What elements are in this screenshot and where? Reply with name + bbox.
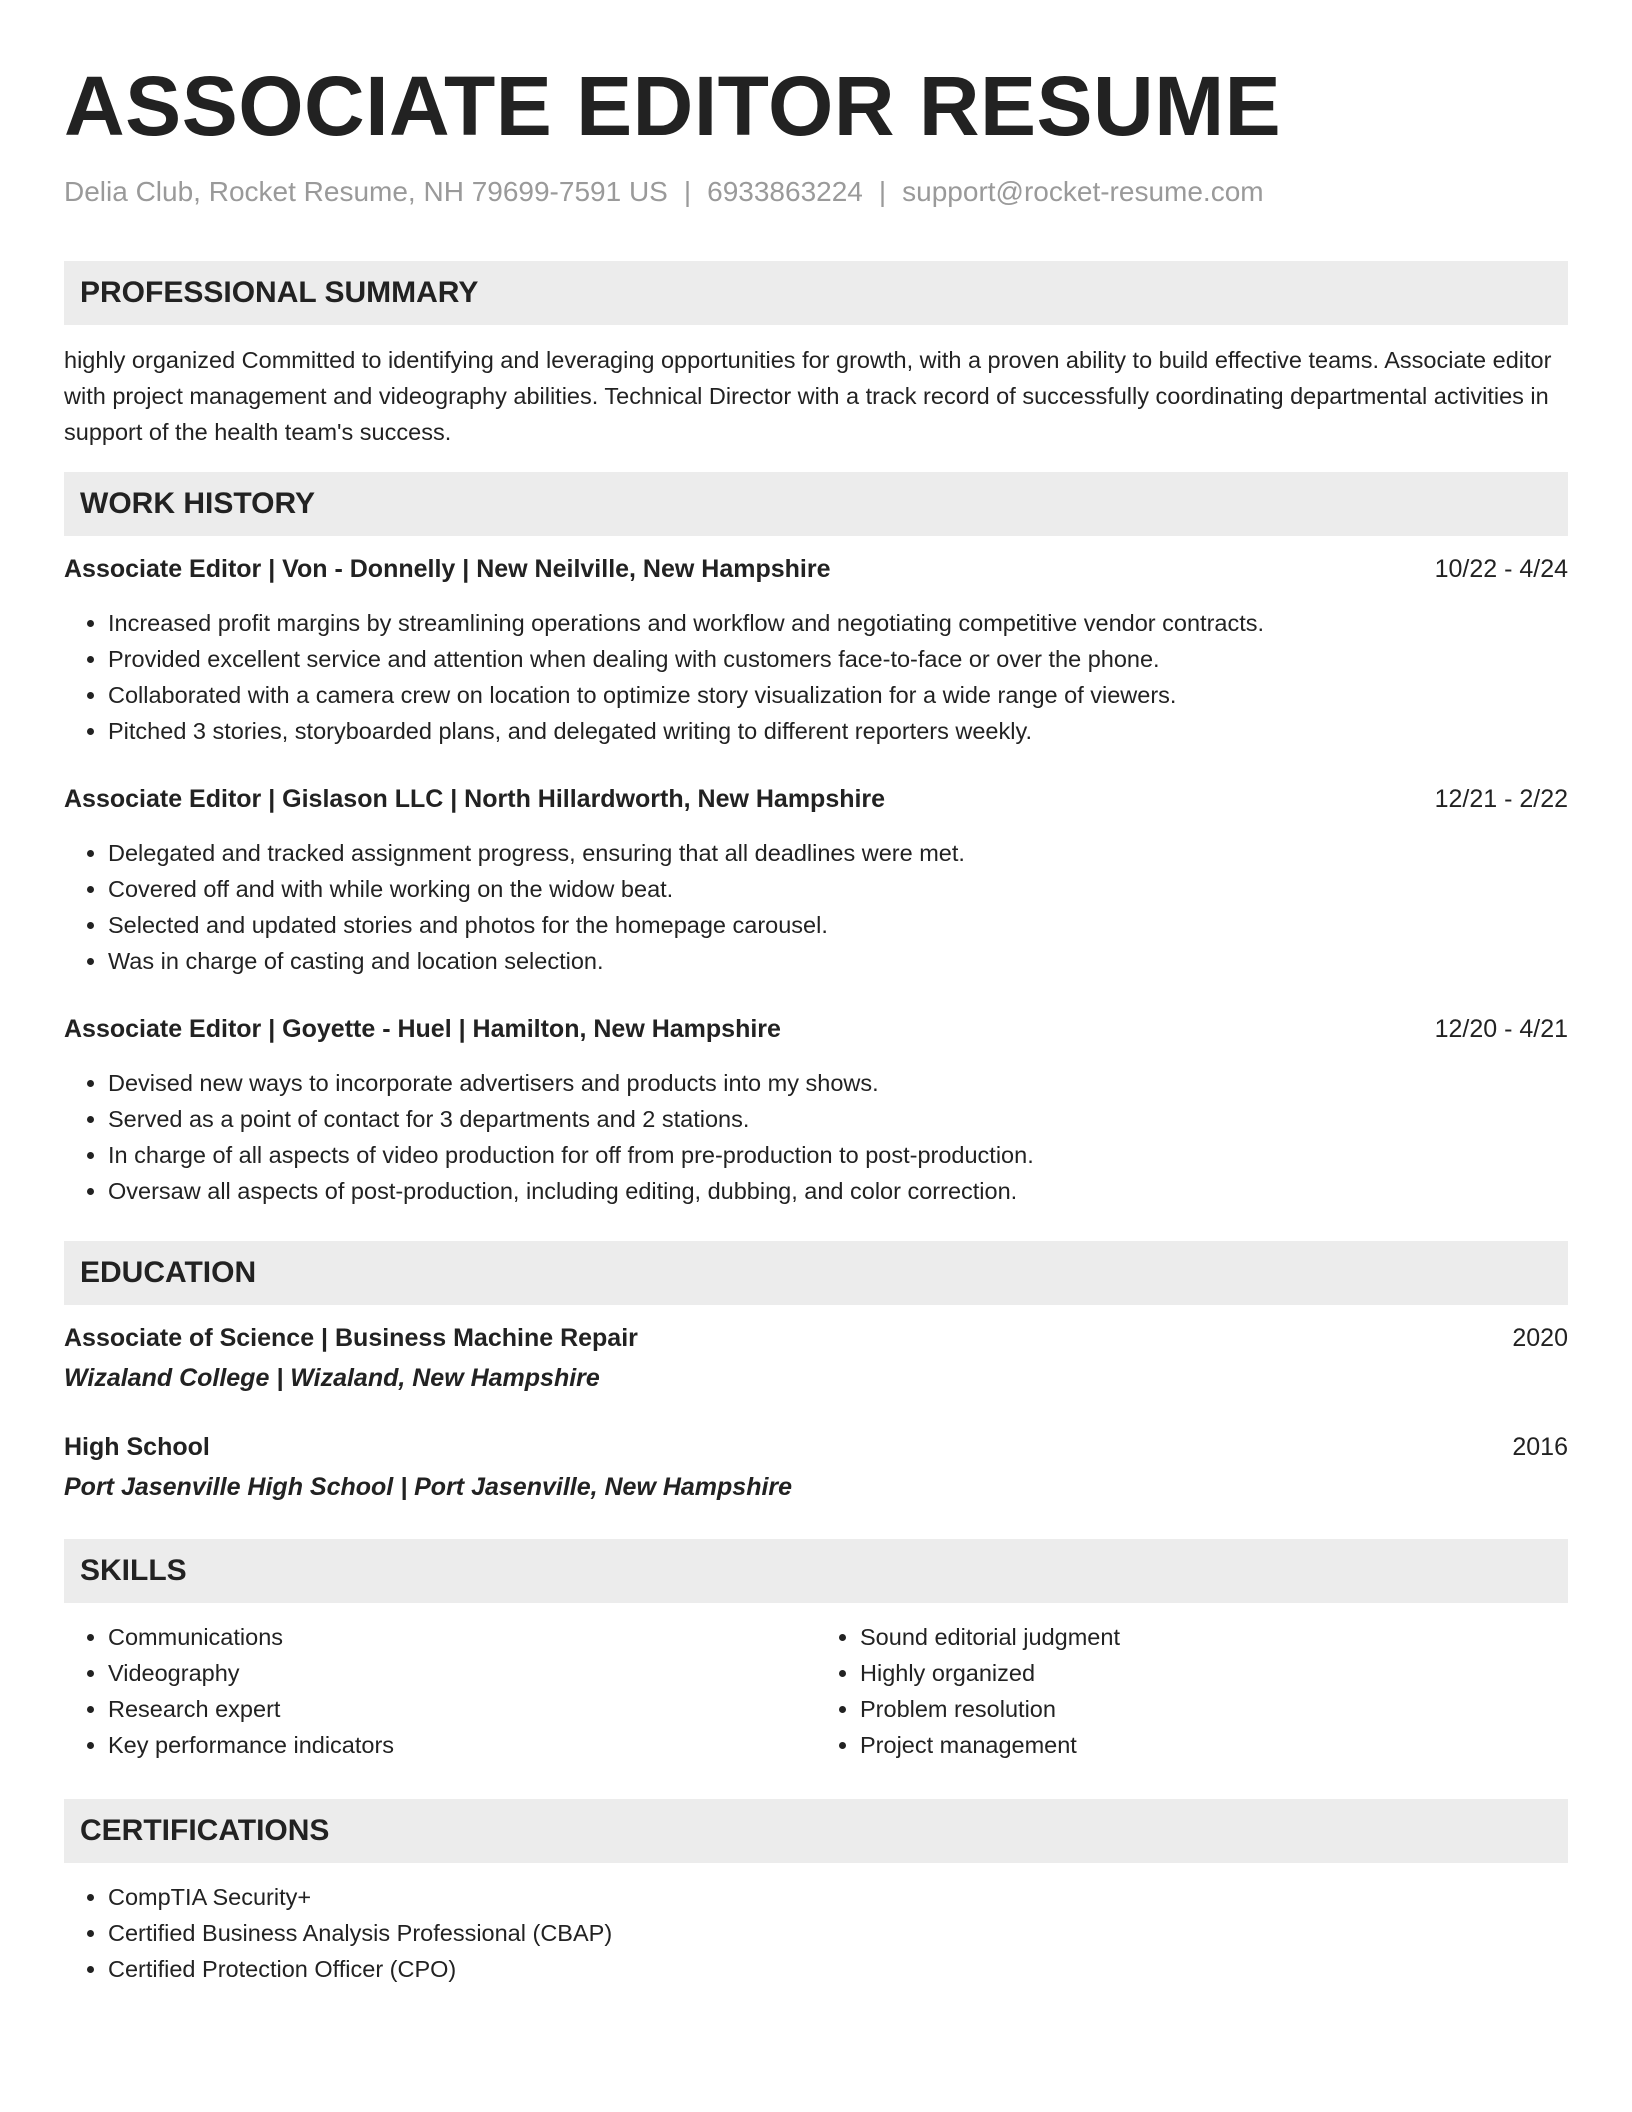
education-degree: High School [64,1433,210,1461]
job-header [64,781,1568,817]
section-header-education: EDUCATION [64,1241,1568,1305]
job-bullet: • Delegated and tracked assignment progress, ensuring that all deadlines were met. [108,835,1568,871]
contact-email: support@rocket-resume.com [902,176,1264,207]
job-dates: 12/20 - 4/21 [1434,1015,1568,1043]
contact-line [64,172,1568,212]
job-dates: 12/21 - 2/22 [1434,785,1568,813]
education-header [64,1429,1568,1465]
skills-column-right [816,1619,1568,1763]
job-title: Associate Editor | Von - Donnelly | New Neilville, New Hampshire [64,555,831,583]
contact-separator: | [683,176,692,207]
section-header-summary: PROFESSIONAL SUMMARY [64,261,1568,325]
contact-address: Delia Club, Rocket Resume, NH 79699-7591 US [64,176,668,207]
job-bullet: • Provided excellent service and attention when dealing with customers face-to-face or over the phone. [108,641,1568,677]
skill-item: • Project management [860,1727,1568,1763]
job-bullet: • Oversaw all aspects of post-production, including editing, dubbing, and color correction. [108,1173,1568,1209]
job-bullet: • Covered off and with while working on the widow beat. [108,871,1568,907]
education-year: 2020 [1512,1324,1568,1352]
certification-item: • Certified Business Analysis Professional (CBAP) [108,1915,1568,1951]
job-bullets [64,1065,1568,1209]
education-header [64,1320,1568,1356]
job-bullet: • In charge of all aspects of video production for off from pre-production to post-production. [108,1137,1568,1173]
education-entry [64,1320,1568,1396]
section-header-work: WORK HISTORY [64,472,1568,536]
job-header [64,551,1568,587]
job-entry [64,551,1568,749]
job-bullets [64,835,1568,979]
section-header-skills: SKILLS [64,1539,1568,1603]
job-dates: 10/22 - 4/24 [1434,555,1568,583]
certifications-list [64,1879,1568,1987]
skill-item: • Problem resolution [860,1691,1568,1727]
certification-item: • CompTIA Security+ [108,1879,1568,1915]
certification-item: • Certified Protection Officer (CPO) [108,1951,1568,1987]
skill-item: • Sound editorial judgment [860,1619,1568,1655]
skills-column-left [64,1619,816,1763]
job-header [64,1011,1568,1047]
job-entry [64,1011,1568,1209]
skill-item: • Communications [108,1619,816,1655]
job-title: Associate Editor | Goyette - Huel | Hamilton, New Hampshire [64,1015,781,1043]
education-entry [64,1429,1568,1505]
job-bullet: • Served as a point of contact for 3 departments and 2 stations. [108,1101,1568,1137]
job-bullet: • Increased profit margins by streamlining operations and workflow and negotiating competitive vendor contracts. [108,605,1568,641]
section-header-certifications: CERTIFICATIONS [64,1799,1568,1863]
skill-item: • Research expert [108,1691,816,1727]
skills-grid [64,1619,1568,1763]
job-bullet: • Devised new ways to incorporate advertisers and products into my shows. [108,1065,1568,1101]
skill-item: • Highly organized [860,1655,1568,1691]
job-entry [64,781,1568,979]
job-bullet: • Collaborated with a camera crew on location to optimize story visualization for a wide range of viewers. [108,677,1568,713]
education-year: 2016 [1512,1433,1568,1461]
education-degree: Associate of Science | Business Machine Repair [64,1324,638,1352]
skill-item: • Key performance indicators [108,1727,816,1763]
job-bullet: • Selected and updated stories and photos for the homepage carousel. [108,907,1568,943]
contact-separator: | [878,176,887,207]
resume-title: ASSOCIATE EDITOR RESUME [64,59,1282,153]
summary-text: highly organized Committed to identifying and leveraging opportunities for growth, with a proven ability to build effective teams. Associate editor with project management and videography abilities. Technical Director with a track record of successfully coordinating departmental activities in support of the health team's success. [64,347,1552,445]
contact-phone: 6933863224 [707,176,863,207]
education-school: Wizaland College | Wizaland, New Hampshire [64,1364,600,1392]
job-bullet: • Pitched 3 stories, storyboarded plans, and delegated writing to different reporters weekly. [108,713,1568,749]
education-school: Port Jasenville High School | Port Jasenville, New Hampshire [64,1473,793,1501]
job-title: Associate Editor | Gislason LLC | North Hillardworth, New Hampshire [64,785,886,813]
skill-item: • Videography [108,1655,816,1691]
job-bullets [64,605,1568,749]
job-bullet: • Was in charge of casting and location selection. [108,943,1568,979]
